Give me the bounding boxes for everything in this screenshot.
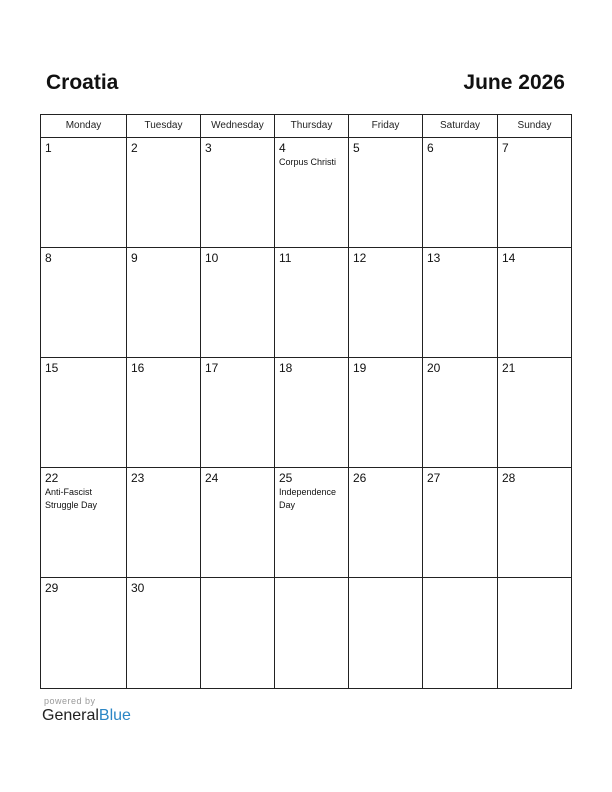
day-cell (423, 248, 498, 358)
day-cell (201, 468, 275, 578)
day-number: 17 (205, 361, 219, 375)
day-cell (201, 248, 275, 358)
day-number: 15 (45, 361, 59, 375)
holiday-label: Corpus Christi (279, 157, 337, 167)
day-cell (201, 358, 275, 468)
day-cell (423, 358, 498, 468)
day-number: 25 (279, 471, 293, 485)
brand-part-general: General (42, 707, 99, 724)
day-cell (423, 138, 498, 248)
day-number: 21 (502, 361, 516, 375)
day-number: 14 (502, 251, 516, 265)
day-number: 23 (131, 471, 145, 485)
day-cell (41, 358, 127, 468)
day-number: 9 (131, 251, 138, 265)
brand-part-blue: Blue (98, 707, 131, 724)
day-number: 24 (205, 471, 219, 485)
day-cell (275, 468, 349, 578)
day-number: 2 (131, 141, 138, 155)
day-cell (275, 248, 349, 358)
day-number: 1 (45, 141, 52, 155)
day-cell (275, 358, 349, 468)
day-cell (275, 138, 349, 248)
weekday-monday: Monday (41, 115, 127, 137)
day-cell (41, 578, 127, 688)
day-cell (127, 248, 201, 358)
day-cell (127, 578, 201, 688)
weekday-tuesday: Tuesday (127, 115, 201, 137)
day-number: 20 (427, 361, 441, 375)
day-number: 7 (502, 141, 509, 155)
weekday-thursday: Thursday (275, 115, 349, 137)
day-number: 5 (353, 141, 360, 155)
day-cell (498, 138, 571, 248)
day-number: 6 (427, 141, 434, 155)
day-number: 22 (45, 471, 59, 485)
day-cell (423, 578, 498, 688)
day-cell (498, 578, 571, 688)
day-cell (423, 468, 498, 578)
brand-logo[interactable] (42, 706, 131, 726)
day-number: 27 (427, 471, 441, 485)
day-cell (349, 578, 423, 688)
day-number: 12 (353, 251, 367, 265)
day-cell (127, 138, 201, 248)
footer-branding (42, 696, 131, 726)
weekday-wednesday: Wednesday (201, 115, 275, 137)
day-cell (127, 468, 201, 578)
day-cell (498, 468, 571, 578)
day-number: 11 (279, 251, 292, 265)
day-cell (201, 578, 275, 688)
month-year-title: June 2026 (463, 71, 565, 94)
day-cell (349, 468, 423, 578)
day-cell (41, 138, 127, 248)
day-number: 10 (205, 251, 219, 265)
weekday-friday: Friday (349, 115, 423, 137)
day-number: 8 (45, 251, 52, 265)
day-cell (201, 138, 275, 248)
holiday-label: Independence Day (279, 487, 337, 510)
day-cell (41, 248, 127, 358)
day-cell (349, 138, 423, 248)
day-number: 26 (353, 471, 367, 485)
day-grid (41, 138, 571, 688)
powered-by-text: powered by (44, 696, 96, 706)
weekday-header-row (41, 115, 571, 138)
day-cell (127, 358, 201, 468)
day-cell (349, 358, 423, 468)
calendar-grid (40, 114, 572, 689)
holiday-label: Anti-Fascist Struggle Day (45, 487, 98, 510)
day-number: 28 (502, 471, 516, 485)
weekday-sunday: Sunday (517, 120, 552, 131)
day-number: 18 (279, 361, 293, 375)
day-cell (498, 358, 571, 468)
day-number: 13 (427, 251, 441, 265)
day-cell (275, 578, 349, 688)
day-cell (41, 468, 127, 578)
day-number: 29 (45, 581, 59, 595)
day-number: 3 (205, 141, 212, 155)
day-number: 4 (279, 141, 286, 155)
day-cell (498, 248, 571, 358)
day-cell (349, 248, 423, 358)
day-number: 30 (131, 581, 145, 595)
country-title: Croatia (46, 71, 119, 94)
weekday-saturday: Saturday (423, 115, 498, 137)
day-number: 19 (353, 361, 367, 375)
day-number: 16 (131, 361, 145, 375)
